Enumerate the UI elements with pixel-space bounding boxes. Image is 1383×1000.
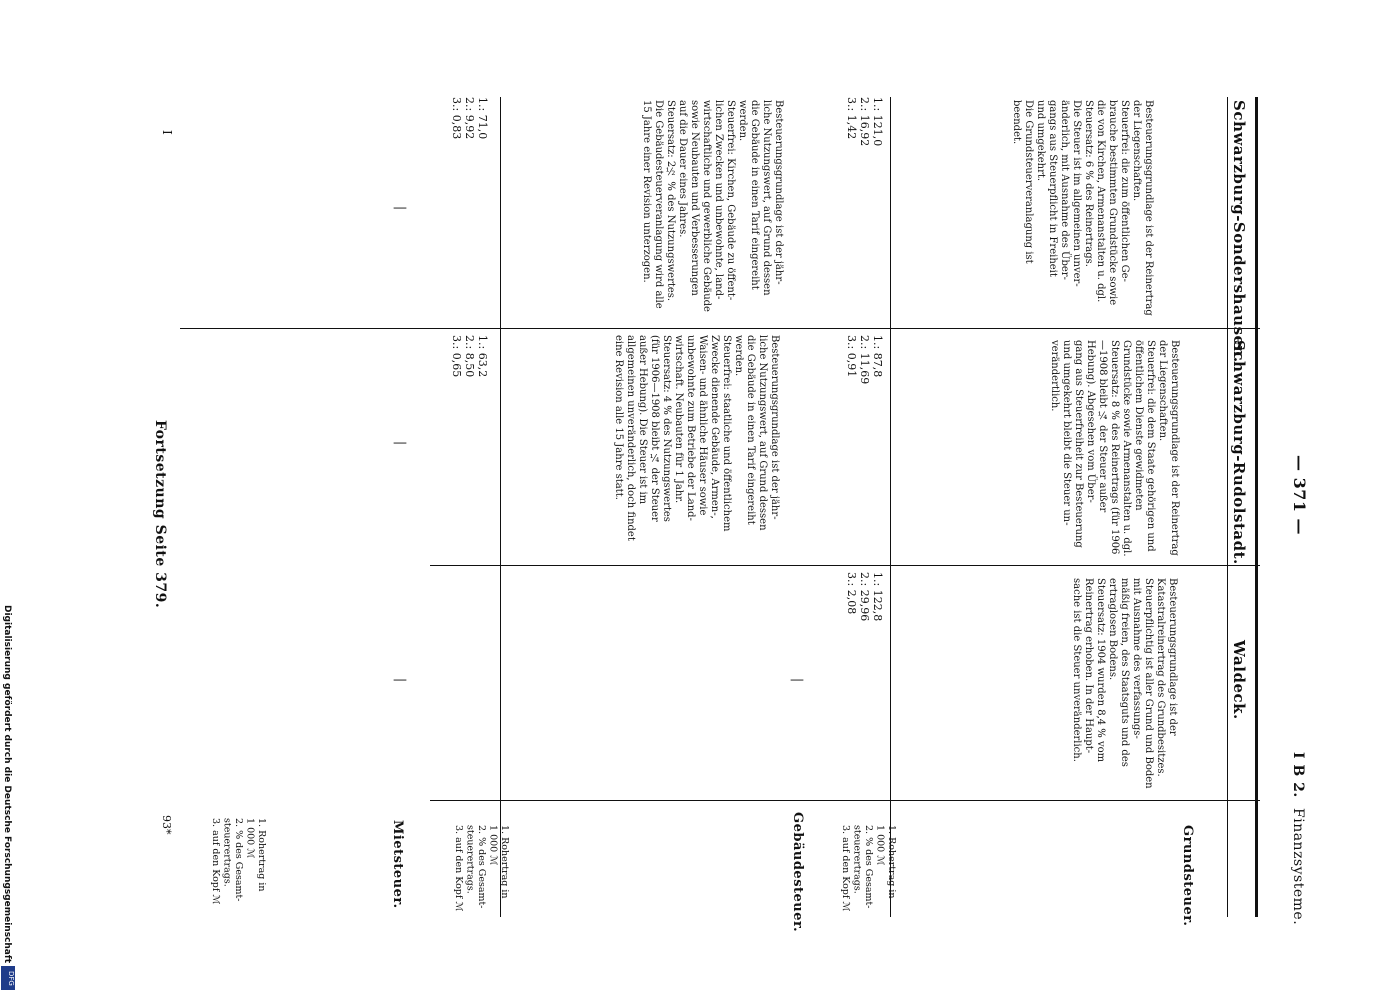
row-sep-gebaeude [500, 97, 501, 917]
table-top-rule [1255, 97, 1258, 917]
rudolstadt-grund-text: Besteuerungsgrundlage ist der Reinertrag der Liegenschaften. Steuerfrei: die dem Staate gehörigen und öffentlichem Dienste gewidmeten Grundstücke sowie Armenanstalten u. dgl. Steuersatz: 8 % des Reinertrags (für 1906—1908 bleibt ¼ der Steuer außer Hebung). Abgesehen vom Über- gang aus Steuerfreiheit zur Besteuerung und umgekehrt bleibt die Steuer un- verändertlich. [1049, 340, 1180, 557]
sondershausen-gebaeude-text: Besteuerungsgrundlage ist der jähr- liche Nutzungswert, auf Grund dessen die Gebäude in einen Tarif eingereiht werden. Steuerfrei: Kirchen, Gebäude zu öffent- lichen Zwecken und unbewohnte, land- wirtschaftliche und gewerbliche Gebäude sowie Neubauten und Verbesserungen auf die Dauer eines Jahres. Steuersatz: 2½ % des Nutzungswertes. Die Gebäudesteuerveranlagung wird alle 15 Jahre einer Revision unterzogen. [641, 100, 784, 312]
rudolstadt-gebaeude-text: Besteuerungsgrundlage ist der jähr- liche Nutzungswert, auf Grund dessen die Gebäude in einen Tarif eingereiht werden. Steuerfrei: staatliche und öffentlichem Zwecke dienende Gebäude, Armen-, Waisen- und ähnliche Häuser sowie unbewohnte zum Betriebe der Land- wirtschaft. Neubauten für 1 Jahr. Steuersatz: 4 % des Nutzungswertes (für 1906—1908 bleibt ¼ der Steuer außer Hebung). Die Steuer ist im allgemeinen unveränderlich, doch findet eine Revision alle 15 Jahre statt. [613, 335, 780, 541]
row-items-grundsteuer: 1. Rohertrag in 1 000 ℳ 2. % des Gesamt- steuerertrags. 3. auf den Kopf ℳ [840, 825, 897, 912]
page-number: — 371 — [1290, 455, 1309, 536]
table-header-rule [1227, 97, 1228, 917]
col-sep-3 [180, 328, 1260, 329]
rudolstadt-miet-dash: — [393, 435, 407, 451]
sondershausen-grund-values: 1.: 121,0 2.: 16,92 3.: 1,42 [845, 97, 884, 147]
digitization-note: Digitalisierung gefördert durch die Deutsche Forschungsgemeinschaft [2, 605, 12, 964]
waldeck-grund-text: Besteuerungsgrundlage ist der Katastralreinertrag des Grundbesitzes. Steuerpflichtig ist aller Grund und Boden mit Ausnahme des verfassungs- mäßig freien, des Staatsguts und des ertraglosen Bodens. Steuersatz: 1904 wurden 8,4 % vom Reinertrag erhoben. In der Haupt- sache ist die Steuer unveränderlich. [1071, 578, 1178, 789]
footer-continue: Fortsetzung Seite 379. [152, 420, 168, 609]
sondershausen-miet-dash: — [393, 200, 407, 216]
rudolstadt-grund-values: 1.: 87,8 2.: 11,69 3.: 0,91 [845, 335, 884, 385]
col-sep-1 [430, 800, 1260, 801]
section-ref: I B 2. [1290, 752, 1306, 798]
col-header-rudolstadt: Schwarzburg-Rudolstadt. [1230, 340, 1248, 565]
row-label-gebaeudesteuer: Gebäudesteuer. [790, 812, 805, 933]
row-sep-grund [890, 97, 891, 917]
rudolstadt-gebaeude-values: 1.: 63,2 2.: 8,50 3.: 0,65 [450, 335, 489, 378]
waldeck-gebaeude-dash: — [790, 672, 804, 688]
col-sep-2 [430, 565, 1260, 566]
waldeck-grund-values: 1.: 122,8 2.: 29,96 3.: 2,08 [845, 572, 884, 622]
row-items-miet: 1. Rohertrag in 1 000 ℳ 2. % des Gesamt- steuerertrags. 3. auf den Kopf ℳ [210, 818, 267, 905]
section-title: Finanzsysteme. [1290, 808, 1306, 926]
footer-page-mark-left: 93* [160, 815, 173, 835]
waldeck-miet-dash: — [393, 672, 407, 688]
sondershausen-grund-text: Besteuerungsgrundlage ist der Reinertrag der Liegenschaften. Steuerfrei: die zum öffentlichen Ge- brauche bestimmten Grundstücke sowie die von Kirchen, Armenanstalten u. dgl. Steuersatz: 6 % des Reinertrags. Die Steuer ist im allgemeinen unver- änderlich, mit Ausnahme des Über- gangs aus Steuerpflicht in Freiheit und umgekehrt. Die Grundsteuerveranlagung ist beendet. [1011, 100, 1154, 316]
row-items-gebaeude: 1. Rohertrag in 1 000 ℳ 2. % des Gesamt- steuerertrags. 3. auf den Kopf ℳ [453, 825, 510, 912]
col-header-waldeck: Waldeck. [1230, 640, 1248, 720]
col-header-sondershausen: Schwarzburg-Sondershausen. [1230, 100, 1248, 363]
footer-page-mark-right: I [160, 130, 174, 135]
sondershausen-gebaeude-values: 1.: 71,0 2.: 9,92 3.: 0,83 [450, 97, 489, 140]
row-label-mietsteuer: Mietsteuer. [390, 820, 405, 909]
dfg-logo: DFG [1, 966, 15, 990]
row-label-grundsteuer: Grundsteuer. [1180, 825, 1195, 927]
